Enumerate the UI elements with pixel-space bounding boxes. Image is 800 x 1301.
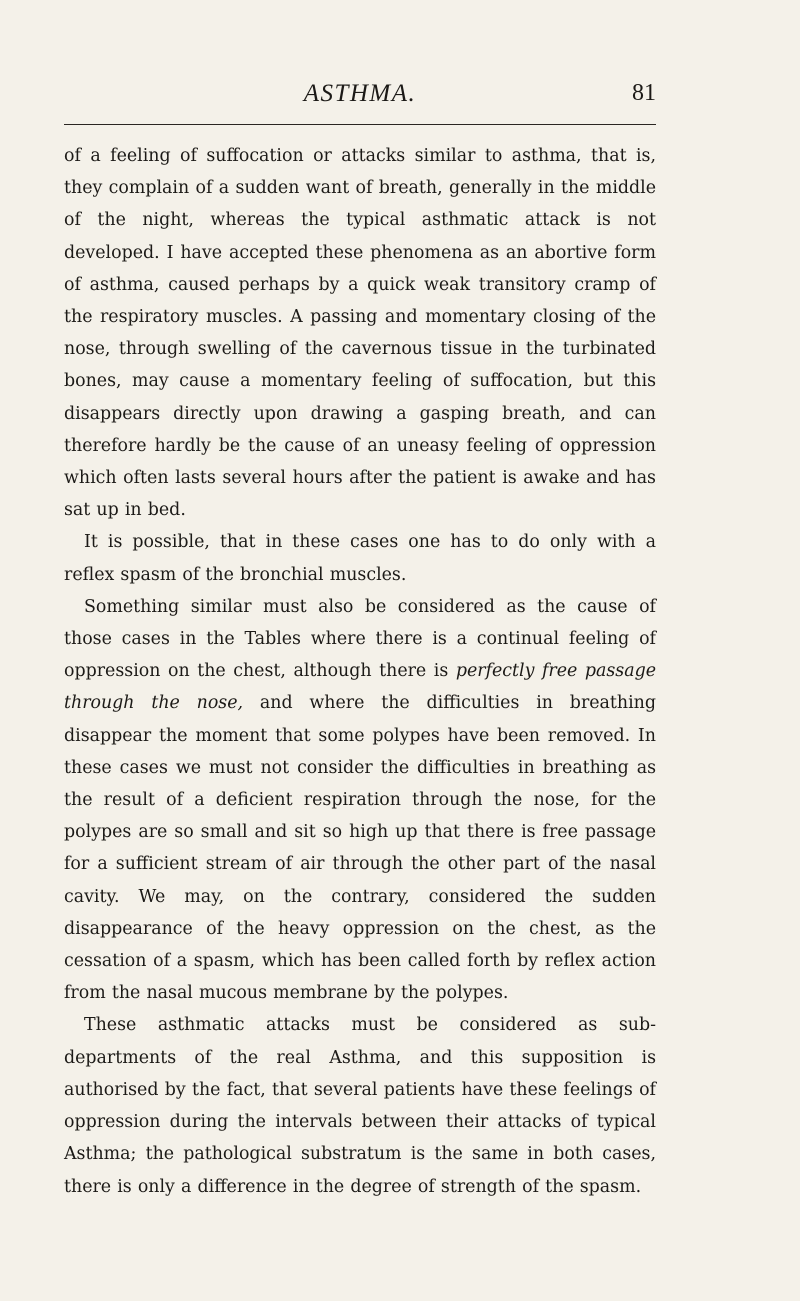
paragraph-2: It is possible, that in these cases one has to do only with a reflex spasm of the bronchial muscles. [64, 532, 656, 585]
page-number: 81 [632, 80, 656, 106]
running-head [64, 80, 656, 110]
header-rule [64, 124, 656, 125]
running-title: ASTHMA. [303, 80, 417, 107]
paragraph-3-text-before: Something similar must also be considered as the cause of those cases in the Tables where there is a continual feeling of oppression on the chest, although there is [64, 596, 656, 682]
paragraph-4: These asthmatic attacks must be considered as sub-departments of the real Asthma, and this supposition is authorised by the fact, that several patients have these feelings of oppression during the intervals between their attacks of typical Asthma; the pathological substratum is the same in both cases, there is only a difference in the degree of strength of the spasm. [64, 1015, 656, 1197]
body-text [64, 140, 656, 1203]
paragraph-3-text-after: and where the difficulties in breathing disappear the moment that some polypes have been removed. In these cases we must not consider the difficulties in breathing as the result of a deficient respiration through the nose, for the polypes are so small and sit so high up that there is free passage for a sufficient stream of air through the other part of the nasal cavity. We may, on the contrary, considered the sudden disappearance of the heavy oppression on the chest, as the cessation of a spasm, which has been called forth by reflex action from the nasal mucous membrane by the polypes. [64, 693, 656, 1004]
paragraph-3 [64, 591, 656, 1010]
paragraph-1: of a feeling of suffocation or attacks similar to asthma, that is, they complain of a sudden want of breath, generally in the middle of the night, whereas the typical asthmatic attack is not developed. I have accepted these phenomena as an abortive form of asthma, caused perhaps by a quick weak transitory cramp of the respiratory muscles. A passing and momentary closing of the nose, through swelling of the cavernous tissue in the turbinated bones, may cause a momentary feeling of suffocation, but this disappears directly upon drawing a gasping breath, and can therefore hardly be the cause of an uneasy feeling of oppression which often lasts several hours after the patient is awake and has sat up in bed. [64, 146, 656, 521]
paragraph-3-italic-phrase: perfectly free passage through the nose, [64, 661, 656, 714]
